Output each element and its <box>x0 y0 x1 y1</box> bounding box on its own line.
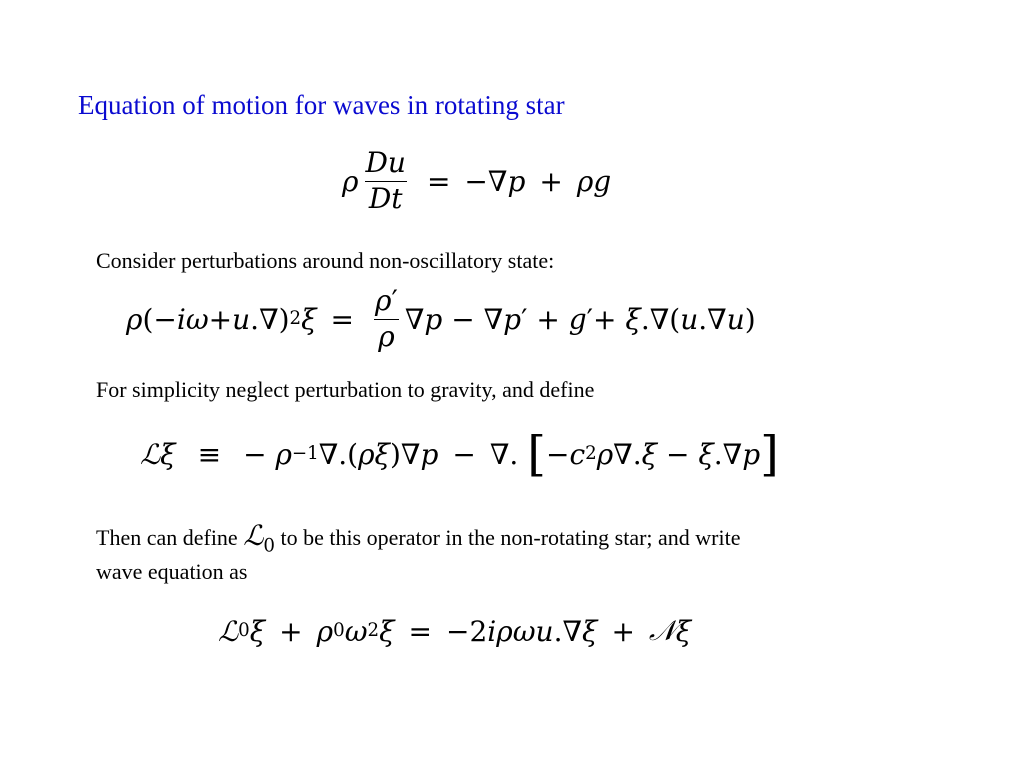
equation-wave: ℒ 0 ξ + ρ 0 ω 2 ξ = −2 iρωu .∇ ξ + 𝒩 ξ <box>218 614 692 648</box>
paragraph-define-L0 <box>96 519 741 589</box>
equation-perturbation: ρ (− iω + u .∇) 2 ξ = $\frac{\rho'}{\rho}$ ∇ p − ∇ p ′ + g ′ + ξ .∇( u .∇ u ) <box>126 284 756 353</box>
equation-momentum: ρ $\frac{Du}{Dt}$ = −∇ p + ρg <box>342 146 612 215</box>
equation-operator-definition: ℒ ξ ≡ − ρ −1 ∇.( ρξ )∇ p − ∇. [ − c 2 ρ ∇. ξ − ξ .∇ p ] <box>140 426 779 482</box>
para3-text-line2: wave equation as <box>96 559 248 584</box>
paragraph-simplicity: For simplicity neglect perturbation to gravity, and define <box>96 377 595 402</box>
operator-L0-inline: ℒ$_0$ <box>243 519 275 557</box>
fraction-du-dt: $\frac{Du}{Dt}$ <box>365 146 406 215</box>
paragraph-perturbations: Consider perturbations around non-oscillatory state: <box>96 248 555 273</box>
para3-text-before: Then can define <box>96 525 238 550</box>
para3-text-after: to be this operator in the non-rotating star; and write <box>280 525 741 550</box>
fraction-rho-prime-over-rho: $\frac{\rho'}{\rho}$ <box>375 284 398 353</box>
slide-title: Equation of motion for waves in rotating star <box>78 90 565 120</box>
